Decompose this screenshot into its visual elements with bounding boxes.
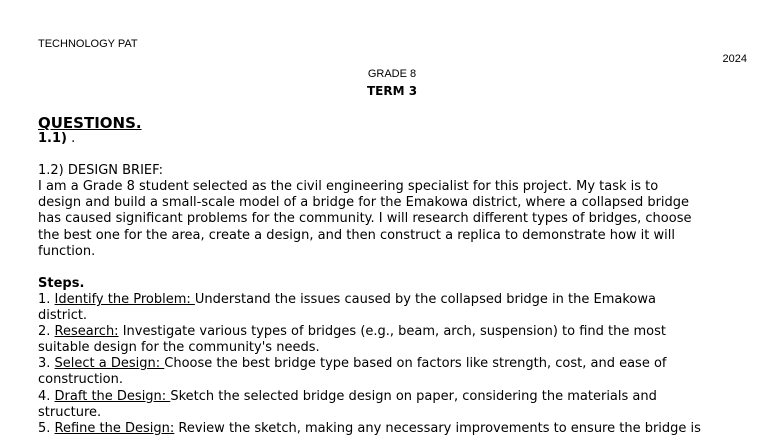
step-text: Review the sketch, making any necessary improvements to ensure the bridge is xyxy=(174,420,701,436)
step-text: Investigate various types of bridges (e.g., beam, arch, suspension) to find the most xyxy=(118,324,667,340)
step-text: Choose the best bridge type based on factors like strength, cost, and ease of xyxy=(164,356,667,372)
step-text: Sketch the selected bridge design on paper, considering the materials and xyxy=(170,388,657,404)
term-label: TERM 3 xyxy=(366,84,418,98)
step-item xyxy=(38,324,748,340)
step-number: 5. xyxy=(38,420,55,436)
brief-line: design and build a small-scale model of a bridge for the Emakowa district, where a collapsed bridge xyxy=(38,195,690,211)
brief-line: function. xyxy=(38,243,96,259)
grade-label: GRADE 8 xyxy=(367,68,417,80)
step-text-continued: construction. xyxy=(38,372,123,388)
question-1-1-number: 1.1) xyxy=(38,131,67,146)
document-body xyxy=(38,131,748,437)
step-text-continued: structure. xyxy=(38,404,102,420)
step-number: 3. xyxy=(38,356,55,372)
brief-line: has caused significant problems for the community. I will research different types of bridges, choose xyxy=(38,211,692,227)
step-number: 4. xyxy=(38,388,55,404)
step-title: Research: xyxy=(54,324,119,340)
step-item xyxy=(38,292,748,308)
step-text-continued: district. xyxy=(38,308,88,324)
step-title: Refine the Design: xyxy=(54,420,175,436)
step-number: 2. xyxy=(38,324,55,340)
step-item xyxy=(38,421,748,437)
steps-heading: Steps. xyxy=(38,275,85,291)
blank-line xyxy=(38,147,748,163)
step-item xyxy=(38,356,748,372)
step-title: Draft the Design: xyxy=(54,388,171,404)
brief-line: I am a Grade 8 student selected as the civil engineering specialist for this project. My task is to xyxy=(38,179,659,195)
question-1-1-text: . xyxy=(66,131,76,146)
step-title: Identify the Problem: xyxy=(54,291,195,307)
step-text: Understand the issues caused by the collapsed bridge in the Emakowa xyxy=(194,291,656,307)
header-subject: TECHNOLOGY PAT xyxy=(38,38,138,50)
questions-heading: QUESTIONS. xyxy=(38,114,142,132)
design-brief-heading: 1.2) DESIGN BRIEF: xyxy=(38,163,163,179)
brief-line: the best one for the area, create a design, and then construct a replica to demonstrate how it will xyxy=(38,227,675,243)
blank-line xyxy=(38,260,748,276)
question-1-1 xyxy=(38,131,748,147)
step-title: Select a Design: xyxy=(54,356,165,372)
step-text-continued: suitable design for the community's needs. xyxy=(38,340,320,356)
header-year: 2024 xyxy=(722,53,747,65)
step-item xyxy=(38,389,748,405)
step-number: 1. xyxy=(38,291,55,307)
